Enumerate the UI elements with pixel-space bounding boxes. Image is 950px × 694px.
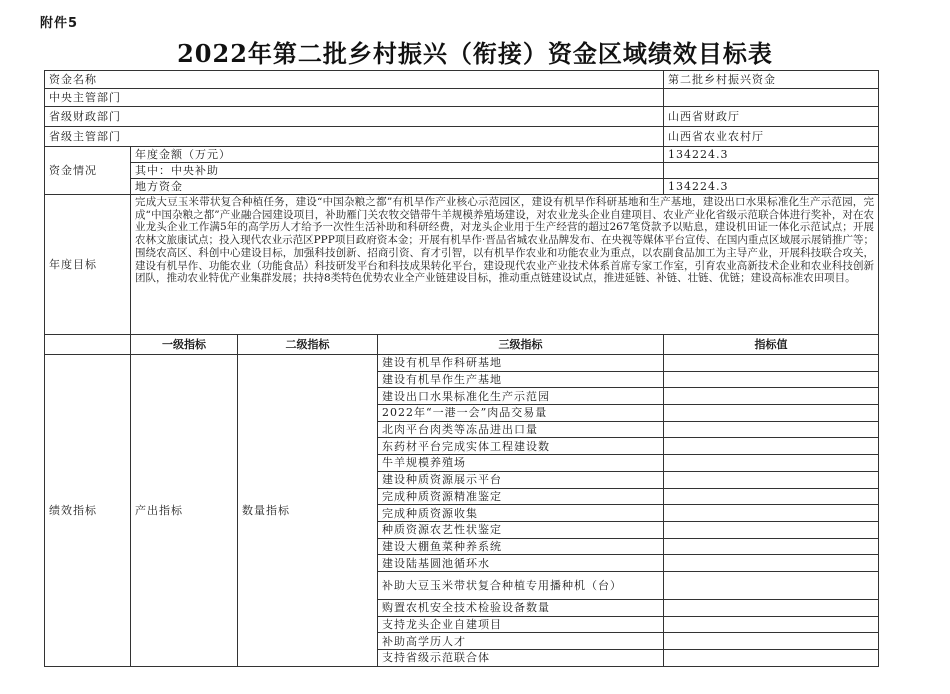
level3-indicator-name: 建设陆基圆池循环水 <box>378 555 664 572</box>
level3-indicator-name: 建设有机旱作生产基地 <box>378 371 664 388</box>
prov-dept-value: 山西省农业农村厅 <box>664 127 879 147</box>
funds-label: 资金情况 <box>45 147 131 195</box>
indicator-header-row <box>45 335 879 355</box>
fund-name-row <box>45 71 879 89</box>
indicator-value <box>664 633 879 650</box>
level2-quantity-indicator: 数量指标 <box>238 355 378 667</box>
indicator-value <box>664 421 879 438</box>
level3-indicator-name: 建设种质资源展示平台 <box>378 471 664 488</box>
level3-indicator-name: 支持省级示范联合体 <box>378 650 664 667</box>
indicator-value <box>664 650 879 667</box>
level3-indicator-name: 补助大豆玉米带状复合种植专用播种机（台） <box>378 571 664 599</box>
indicator-rows <box>45 355 879 667</box>
indicator-value <box>664 355 879 372</box>
level3-indicator-name: 支持龙头企业自建项目 <box>378 616 664 633</box>
indicator-value <box>664 571 879 599</box>
header-level2: 二级指标 <box>238 335 378 355</box>
local-funds-label: 地方资金 <box>131 179 664 195</box>
level3-indicator-name: 种质资源农艺性状鉴定 <box>378 521 664 538</box>
indicator-value <box>664 388 879 405</box>
prov-dept-label: 省级主管部门 <box>45 127 664 147</box>
indicator-value <box>664 405 879 422</box>
level3-indicator-name: 购置农机安全技术检验设备数量 <box>378 599 664 616</box>
indicator-value <box>664 505 879 522</box>
header-level1: 一级指标 <box>131 335 238 355</box>
central-dept-label: 中央主管部门 <box>45 89 664 107</box>
annual-goal-label: 年度目标 <box>45 195 131 335</box>
level3-indicator-name: 完成种质资源精准鉴定 <box>378 488 664 505</box>
central-dept-value <box>664 89 879 107</box>
indicator-value <box>664 555 879 572</box>
header-level3: 三级指标 <box>378 335 664 355</box>
annual-amount-row <box>45 147 879 163</box>
fund-name-label: 资金名称 <box>45 71 664 89</box>
indicator-value <box>664 455 879 472</box>
local-funds-row <box>45 179 879 195</box>
indicator-value <box>664 616 879 633</box>
level3-indicator-name: 2022年“一港一会”肉品交易量 <box>378 405 664 422</box>
annual-amount-label: 年度金额（万元） <box>131 147 664 163</box>
level3-indicator-name: 完成种质资源收集 <box>378 505 664 522</box>
level3-indicator-name: 牛羊规模养殖场 <box>378 455 664 472</box>
prov-finance-row <box>45 107 879 127</box>
level3-indicator-name: 建设出口水果标准化生产示范园 <box>378 388 664 405</box>
fund-name-value: 第二批乡村振兴资金 <box>664 71 879 89</box>
level1-output-indicator: 产出指标 <box>131 355 238 667</box>
annual-goal-text: 完成大豆玉米带状复合种植任务，建设“中国杂粮之都”有机旱作产业核心示范园区，建设有机旱作科研基地和生产基地，建设出口水果标准化生产示范园，完成“中国杂粮之都”产业融合园建设项目，补助雁门关农牧交错带牛羊规模养殖场建设，对农业龙头企业自建项目、农业产业化省级示范联合体进行奖补，对在农业龙头企业工作满5年的高学历人才给予一次性生活补助和科研经费，对龙头企业用于生产经营的超过267笔贷款予以贴息，建设机田证一体化示范试点；开展农林文旅康试点；投入现代农业示范区PPP项目政府资本金；开展有机旱作·晋品省城农业品牌发布、在央视等媒体平台宣传、在国内重点区域展示展销推广等；围绕农高区、科创中心建设目标，加强科技创新、招商引资、育才引智，以有机旱作农业和功能农业为重点，以农副食品加工为主导产业，开展科技联合攻关，建设有机旱作、功能农业（功能食品）科技研发平台和科技成果转化平台，建设现代农业产业技术体系首席专家工作室，引育农业高新技术企业和农业科技创新团队，推动农业特优产业集群发展；扶持8类特色优势农业全产业链建设目标，推动重点链建设试点，推进延链、补链、壮链、优链；建设高标准农田项目。 <box>131 195 879 335</box>
indicator-value <box>664 471 879 488</box>
central-subsidy-row <box>45 163 879 179</box>
level3-indicator-name: 补助高学历人才 <box>378 633 664 650</box>
annual-amount-value: 134224.3 <box>664 147 879 163</box>
prov-dept-row <box>45 127 879 147</box>
prov-finance-value: 山西省财政厅 <box>664 107 879 127</box>
level3-indicator-name: 北肉平台肉类等冻品进出口量 <box>378 421 664 438</box>
annual-goal-row <box>45 195 879 335</box>
central-subsidy-label: 其中：中央补助 <box>131 163 664 179</box>
indicator-value <box>664 371 879 388</box>
indicator-value <box>664 538 879 555</box>
header-blank-cell <box>45 335 131 355</box>
performance-target-table <box>44 70 879 667</box>
local-funds-value: 134224.3 <box>664 179 879 195</box>
header-value: 指标值 <box>664 335 879 355</box>
indicator-value <box>664 599 879 616</box>
perf-indicator-label: 绩效指标 <box>45 355 131 667</box>
central-subsidy-value <box>664 163 879 179</box>
indicator-value <box>664 521 879 538</box>
indicator-value <box>664 488 879 505</box>
indicator-row <box>45 355 879 372</box>
prov-finance-label: 省级财政部门 <box>45 107 664 127</box>
attachment-label: 附件5 <box>40 16 79 31</box>
central-dept-row <box>45 89 879 107</box>
document-title: 2022年第二批乡村振兴（衔接）资金区域绩效目标表 <box>177 39 773 68</box>
level3-indicator-name: 建设有机旱作科研基地 <box>378 355 664 372</box>
level3-indicator-name: 东药材平台完成实体工程建设数 <box>378 438 664 455</box>
level3-indicator-name: 建设大棚鱼菜种养系统 <box>378 538 664 555</box>
indicator-value <box>664 438 879 455</box>
